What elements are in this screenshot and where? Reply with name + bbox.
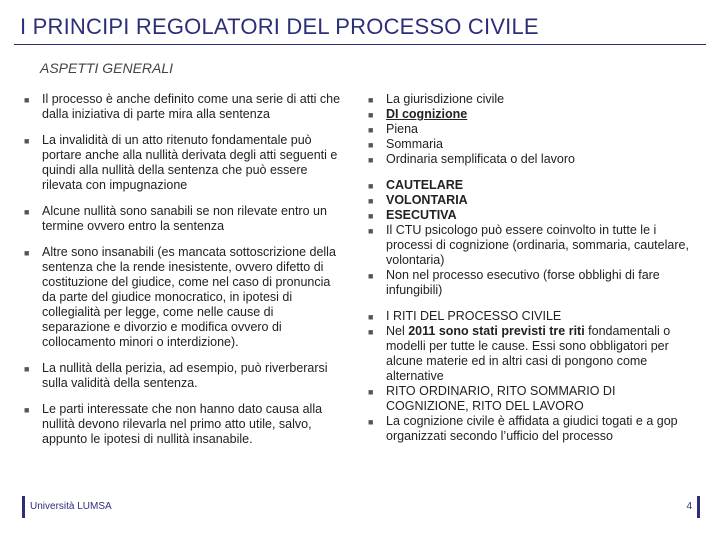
square-bullet-icon: ■ — [368, 312, 374, 322]
list-item: ■ Non nel processo esecutivo (forse obblighi di fare infungibili) — [368, 268, 660, 297]
list-item: ■ Piena — [368, 122, 418, 136]
slide-subtitle: ASPETTI GENERALI — [40, 60, 174, 76]
page-number-accent-bar — [697, 496, 700, 518]
list-item: ■ Ordinaria semplificata o del lavoro — [368, 152, 575, 166]
list-item: ■ Sommaria — [368, 137, 443, 151]
list-item: ■ Alcune nullità sono sanabili se non rilevate entro un termine ovvero entro la sentenza — [24, 204, 327, 233]
slide-title: I PRINCIPI REGOLATORI DEL PROCESSO CIVILE — [20, 14, 539, 39]
square-bullet-icon: ■ — [368, 271, 374, 281]
square-bullet-icon: ■ — [368, 327, 374, 337]
right-column — [366, 92, 696, 455]
footer-accent-bar — [22, 496, 25, 518]
square-bullet-icon: ■ — [368, 140, 374, 150]
footer-institution: Università LUMSA — [30, 501, 112, 512]
process-types-list — [366, 178, 696, 298]
list-item: ■ ESECUTIVA — [368, 208, 457, 222]
list-item: ■ La cognizione civile è affidata a giudici togati e a gop organizzati secondo l’ufficio del processo — [368, 414, 678, 443]
list-item: ■ La giurisdizione civile — [368, 92, 505, 106]
list-item: ■ Le parti interessate che non hanno dato causa alla nullità devono rilevarla nel primo atto utile, salvo, appunto le ipotesi di nullità insanabile. — [24, 402, 323, 446]
square-bullet-icon: ■ — [368, 417, 374, 427]
square-bullet-icon: ■ — [24, 405, 30, 415]
list-item: ■ La invalidità di un atto ritenuto fondamentale può portare anche alla nullità derivata degli atti seguenti e quindi alla nullità della sentenza che può essere rilevata con impugnazione — [24, 133, 338, 192]
list-item: ■ Nel 2011 sono stati previsti tre riti fondamentali o modelli per tutte le cause. Essi sono obbligatori per alcune materie ed in altri casi di pongono come alternative — [368, 324, 671, 383]
square-bullet-icon: ■ — [368, 95, 374, 105]
page-number: 4 — [686, 501, 692, 512]
list-item: ■ RITO ORDINARIO, RITO SOMMARIO DI COGNIZIONE, RITO DEL LAVORO — [368, 384, 616, 413]
square-bullet-icon: ■ — [368, 181, 374, 191]
square-bullet-icon: ■ — [24, 248, 30, 258]
square-bullet-icon: ■ — [368, 196, 374, 206]
list-item: ■ Il processo è anche definito come una serie di atti che dalla iniziativa di parte mira alla sentenza — [24, 92, 341, 121]
square-bullet-icon: ■ — [368, 226, 374, 236]
square-bullet-icon: ■ — [368, 387, 374, 397]
list-item: ■ CAUTELARE — [368, 178, 464, 192]
square-bullet-icon: ■ — [24, 207, 30, 217]
square-bullet-icon: ■ — [368, 155, 374, 165]
left-column — [22, 92, 344, 458]
list-item: ■ I RITI DEL PROCESSO CIVILE — [368, 309, 562, 323]
list-item: ■ VOLONTARIA — [368, 193, 468, 207]
square-bullet-icon: ■ — [368, 125, 374, 135]
square-bullet-icon: ■ — [24, 364, 30, 374]
title-divider — [14, 44, 706, 45]
square-bullet-icon: ■ — [368, 110, 374, 120]
list-item: ■ DI cognizione — [368, 107, 468, 121]
square-bullet-icon: ■ — [24, 95, 30, 105]
list-item: ■ Il CTU psicologo può essere coinvolto in tutte le i processi di cognizione (ordinaria, sommaria, cautelare, volontaria) — [368, 223, 689, 267]
jurisdiction-list — [366, 92, 696, 167]
square-bullet-icon: ■ — [368, 211, 374, 221]
list-item: ■ La nullità della perizia, ad esempio, può riverberarsi sulla validità della sentenza. — [24, 361, 328, 390]
left-bullet-list — [22, 92, 344, 447]
square-bullet-icon: ■ — [24, 136, 30, 146]
list-item: ■ Altre sono insanabili (es mancata sottoscrizione della sentenza che la rende inesistente, ovvero difetto di costituzione del giudice, come nel caso di pronuncia da parte del giudice monocratico, in ipotesi di collegialità per legge, come nelle cause di separazione e divorzio e modifica ovvero di collocamento minori o interdizione). — [24, 245, 336, 349]
rites-list — [366, 309, 696, 444]
